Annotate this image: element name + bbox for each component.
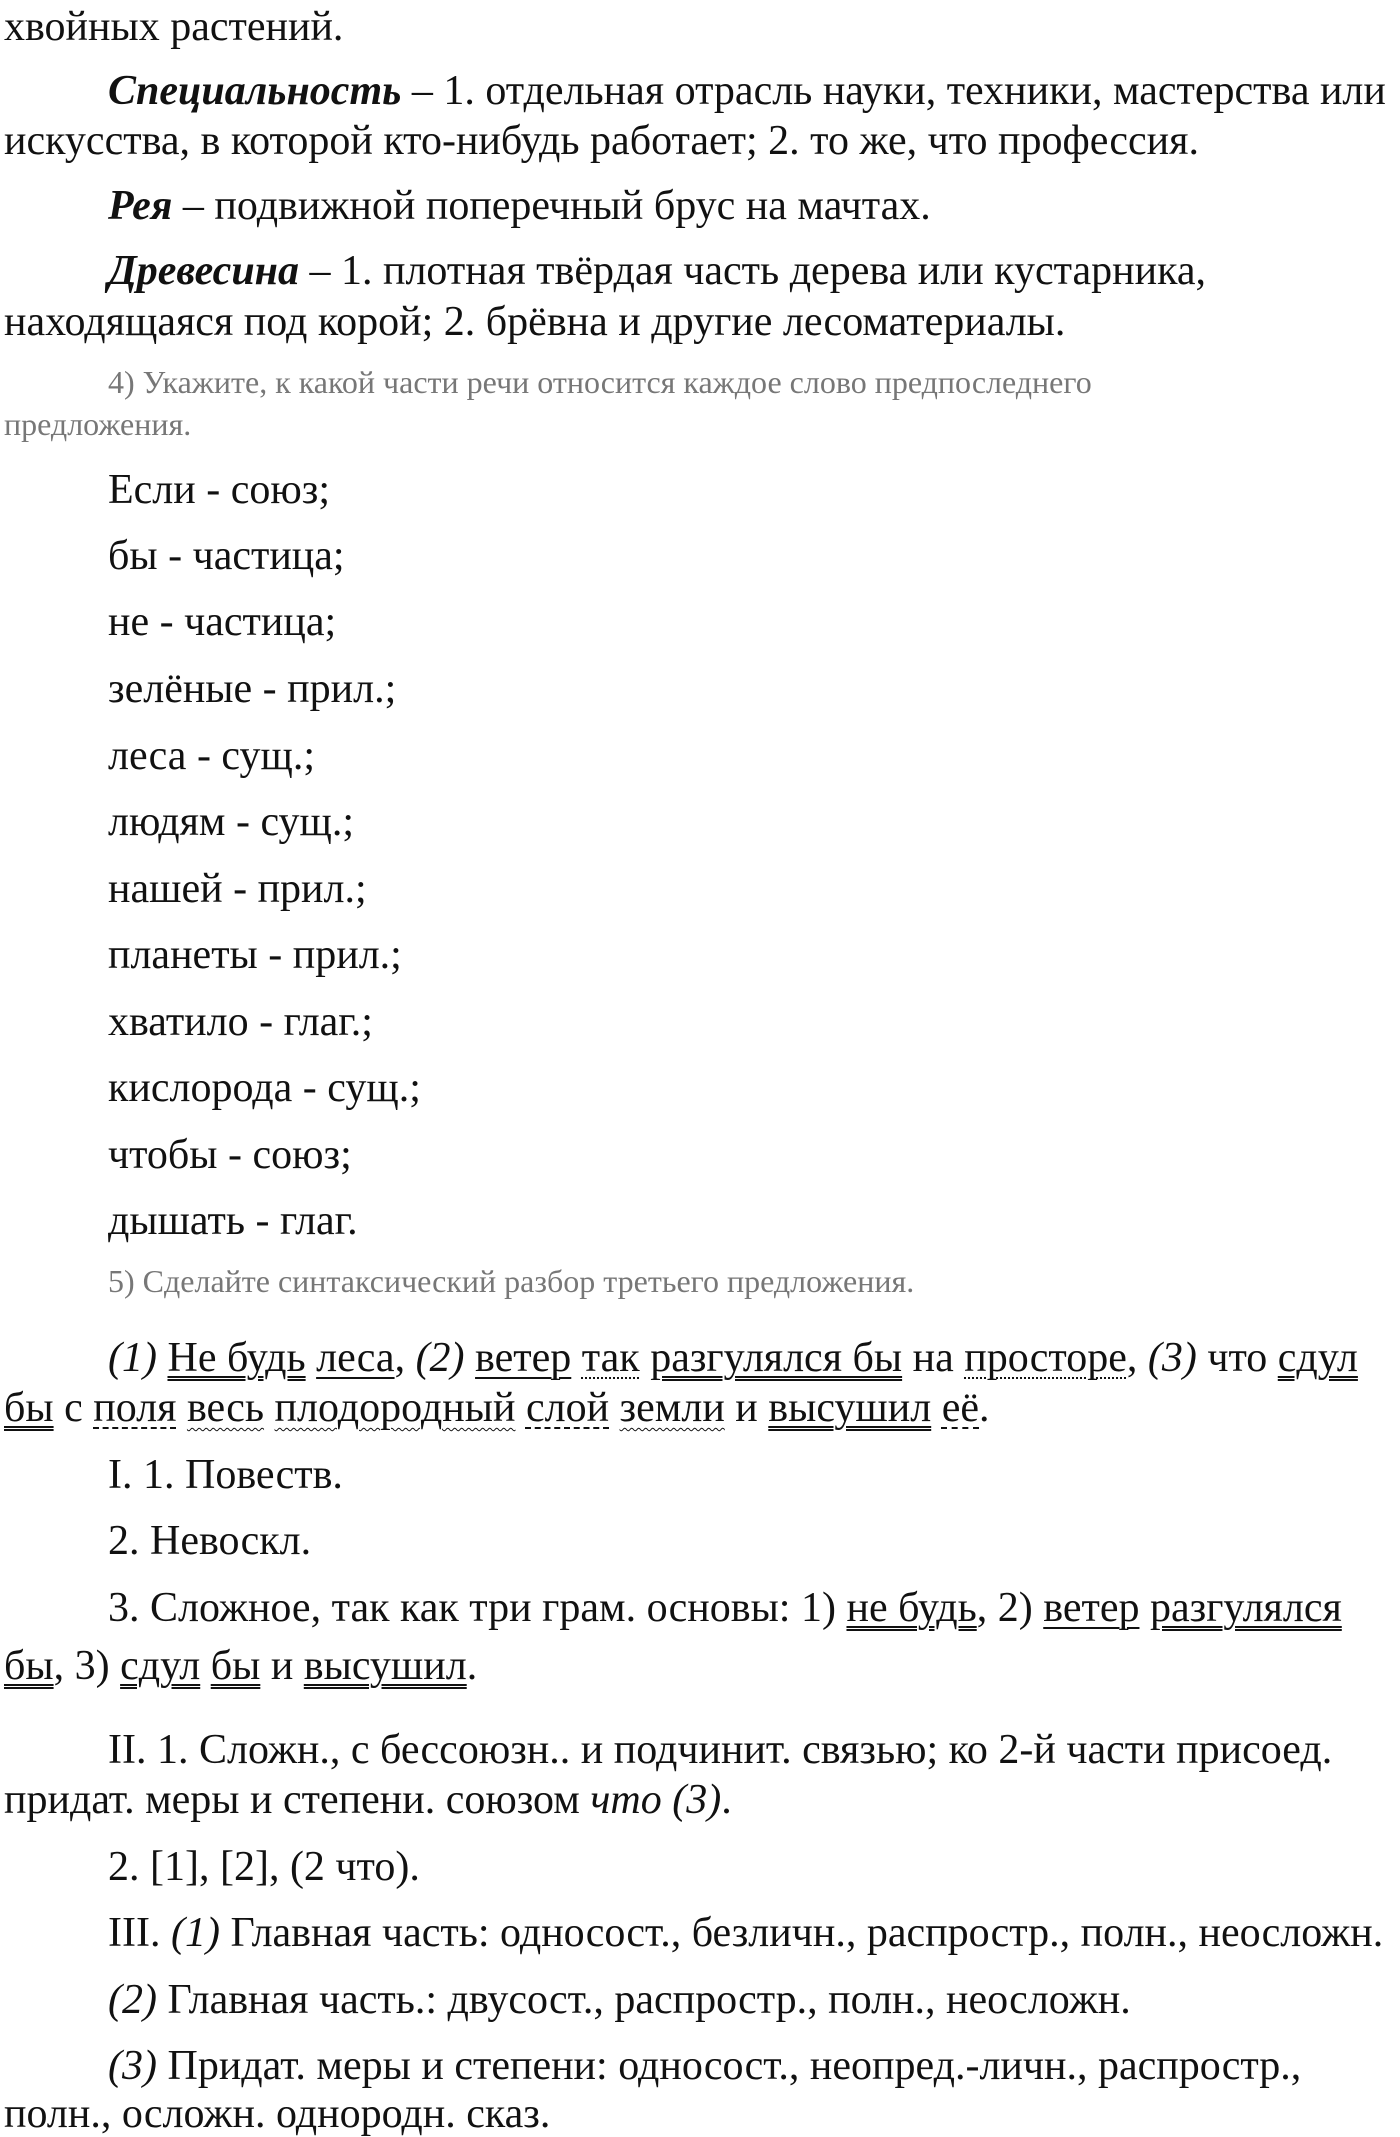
analysis-text: Главная часть.: двусост., распростр., полн., неосложн. [156,1977,1131,2023]
text-line: искусства, в которой кто-нибудь работает; 2. то же, что профессия. [4,118,1199,164]
adverbial-word: так [581,1335,640,1381]
analysis-text: 3. Сложное, так как три грам. основы: 1) [108,1585,847,1631]
part-marker: (1) [170,1910,220,1956]
analysis-line [108,2045,1301,2087]
list-item: Если - союз; [108,467,330,513]
list-item: леса - сущ.; [108,733,316,779]
analysis-line [4,1779,732,1821]
task-4-line: предложения. [4,406,192,442]
predicate-word: разгулялся [1149,1585,1342,1631]
attribute-word: весь [186,1385,265,1431]
term: Специальность [108,68,402,114]
definition-drevesina [108,250,1206,292]
text-line: хвойных растений. [4,4,344,50]
predicate-word: сдул [1277,1335,1358,1381]
analysis-line: 2. Невоскл. [108,1518,312,1564]
part-marker: (3) [1137,1335,1197,1381]
part-marker: (1) [108,1335,157,1381]
analysis-line: II. 1. Сложн., с бессоюзн.. и подчинит. связью; ко 2-й части присоед. [108,1727,1333,1773]
predicate-word: высушил [303,1643,467,1689]
analysis-line [4,1645,477,1687]
conjunction-ref: что (3) [590,1777,722,1823]
part-marker: (3) [108,2043,157,2089]
punctuation: . [466,1643,478,1689]
list-item: не - частица; [108,599,337,645]
parsed-sentence-line-2 [4,1387,990,1429]
definition-text: – 1. плотная твёрдая часть дерева или кустарника, [299,248,1206,294]
definition-reya [108,185,931,227]
object-word: слой [525,1385,610,1431]
object-word: поля [93,1385,177,1431]
analysis-text: Главная часть: односост., безличн., распростр., полн., неосложн. [219,1910,1384,1956]
list-item: бы - частица; [108,533,345,579]
predicate-word: не будь [846,1585,977,1631]
predicate-word: бы [210,1643,261,1689]
definition-specialnost [108,70,1386,112]
analysis-text: , 3) [53,1643,121,1689]
word: что [1196,1335,1278,1381]
list-item: людям - сущ.; [108,799,355,845]
list-item: чтобы - союз; [108,1132,352,1178]
part-marker: (2) [108,1977,157,2023]
attribute-word: плодородный [274,1385,516,1431]
word: с [53,1385,94,1431]
predicate-word: разгулялся бы [650,1335,903,1381]
predicate-word: бы [4,1643,54,1689]
word: и [724,1385,769,1431]
punctuation: . [721,1777,732,1823]
predicate-word: бы [4,1385,54,1431]
part-marker: (2) [405,1335,465,1381]
task-5-line: 5) Сделайте синтаксический разбор третьего предложения. [108,1263,915,1299]
task-4-line: 4) Укажите, к какой части речи относится каждое слово предпоследнего [108,364,1092,400]
subject-word: ветер [1043,1585,1140,1631]
parsed-sentence-line-1 [108,1337,1358,1379]
list-item: дышать - глаг. [108,1198,358,1244]
analysis-text: Придат. меры и степени: односост., неопред.-личн., распростр., [156,2043,1302,2089]
analysis-line: I. 1. Повеств. [108,1452,343,1498]
attribute-word: земли [619,1385,725,1431]
predicate-word: Не будь [167,1335,306,1381]
list-item: нашей - прил.; [108,866,367,912]
punctuation: , [394,1335,406,1381]
text-line: находящаяся под корой; 2. брёвна и другие лесоматериалы. [4,299,1066,345]
list-item: хватило - глаг.; [108,999,373,1045]
analysis-line [108,1587,1342,1629]
analysis-text: , 2) [976,1585,1044,1631]
list-item: кислорода - сущ.; [108,1065,421,1111]
list-item: планеты - прил.; [108,932,402,978]
punctuation: . [979,1385,990,1431]
word: на [902,1335,965,1381]
analysis-text: и [260,1643,304,1689]
analysis-line [108,1979,1131,2021]
predicate-word: высушил [768,1385,932,1431]
analysis-text: III. [108,1910,171,1956]
subject-word: ветер [475,1335,572,1381]
adverbial-word: просторе [964,1335,1127,1381]
list-item: зелёные - прил.; [108,666,397,712]
analysis-line: полн., осложн. однородн. сказ. [4,2091,551,2137]
analysis-text: придат. меры и степени. союзом [4,1777,591,1823]
predicate-word: сдул [120,1643,201,1689]
analysis-line: 2. [1], [2], (2 что). [108,1844,420,1890]
subject-word: леса [316,1335,395,1381]
punctuation: , [1126,1335,1138,1381]
object-word: её [941,1385,979,1431]
definition-text: – подвижной поперечный брус на мачтах. [172,183,931,229]
analysis-line [108,1912,1383,1954]
term: Рея [108,183,173,229]
term: Древесина [108,248,299,294]
definition-text: – 1. отдельная отрасль науки, техники, мастерства или [401,68,1386,114]
